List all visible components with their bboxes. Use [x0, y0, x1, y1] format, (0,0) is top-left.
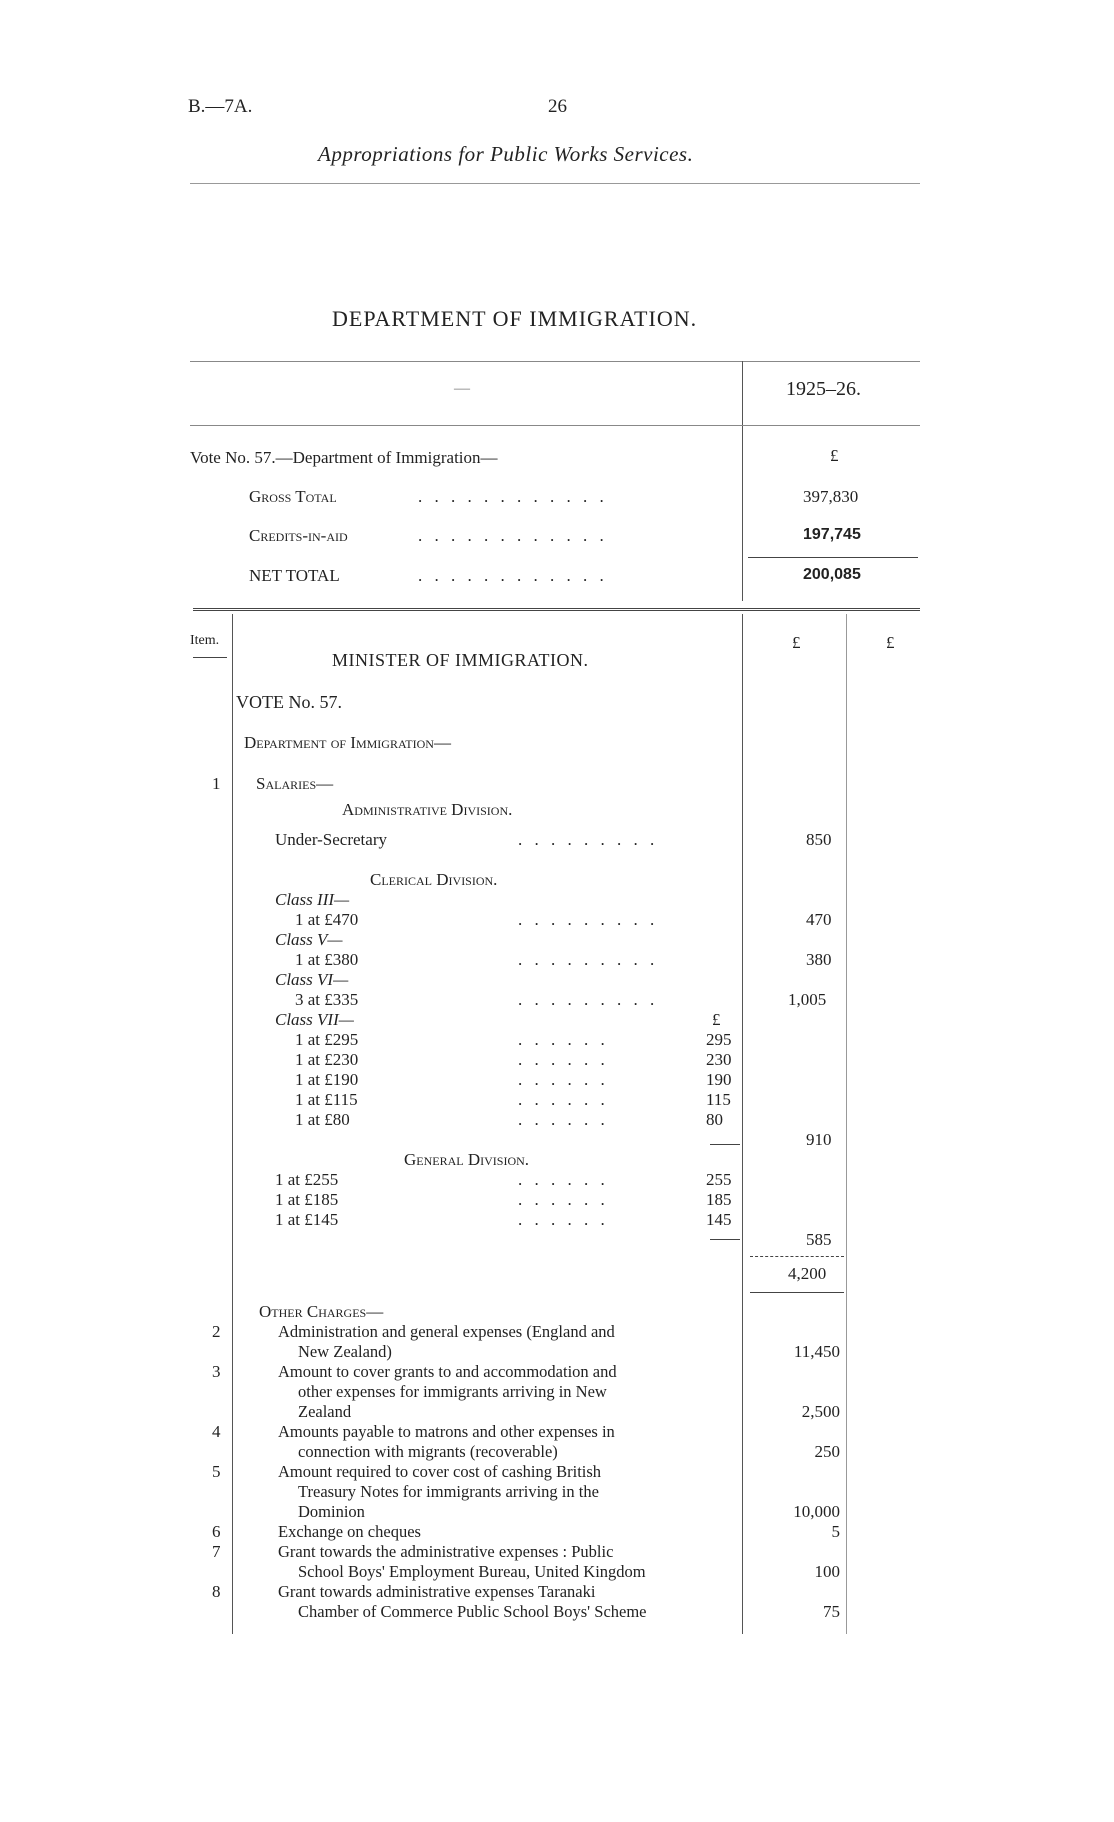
- item-header: Item.: [190, 633, 220, 648]
- class-v-label: Class V—: [275, 930, 343, 949]
- under-secretary-label: Under-Secretary: [275, 830, 387, 849]
- other-charge-text: Zealand: [298, 1402, 352, 1421]
- class-vii-total: 910: [806, 1130, 832, 1149]
- item-header-rule: [193, 657, 227, 658]
- salaries-total-rule: [750, 1256, 844, 1257]
- other-charge-text: Amount required to cover cost of cashing British: [278, 1462, 602, 1481]
- leader-dots: . . . . . .: [518, 1090, 609, 1109]
- summary-credits-dots: . . . . . . . . . . . .: [418, 526, 608, 545]
- class-vii-line: 1 at £230: [295, 1050, 359, 1069]
- other-charge-value: 100: [814, 1562, 840, 1581]
- class-iii-value: 470: [806, 910, 832, 929]
- general-division-heading: General Division.: [404, 1150, 530, 1169]
- class-v-value: 380: [806, 950, 832, 969]
- total-col-currency: £: [886, 633, 895, 652]
- general-division-amount: 255: [706, 1170, 732, 1189]
- salaries-heading: Salaries—: [256, 774, 334, 793]
- general-division-amount: 185: [706, 1190, 732, 1209]
- vote-heading: VOTE No. 57.: [236, 692, 342, 712]
- item-number: 6: [212, 1522, 221, 1541]
- leader-dots: . . . . . .: [518, 1030, 609, 1049]
- other-charge-text: Exchange on cheques: [278, 1522, 421, 1541]
- class-vii-amount: 190: [706, 1070, 732, 1089]
- department-heading: Department of Immigration—: [244, 733, 451, 752]
- other-charge-text: New Zealand): [298, 1342, 392, 1361]
- leader-dots: . . . . . .: [518, 1050, 609, 1069]
- class-vii-line: 1 at £115: [295, 1090, 358, 1109]
- class-vii-label: Class VII—: [275, 1010, 354, 1029]
- other-charge-text: Grant towards the administrative expenses : Public: [278, 1542, 614, 1561]
- item-number: 3: [212, 1362, 221, 1381]
- class-vii-amount: 115: [706, 1090, 731, 1109]
- under-secretary-value: 850: [806, 830, 832, 849]
- class-v-line: 1 at £380: [295, 950, 359, 969]
- summary-top-rule: [190, 361, 920, 362]
- other-charge-value: 250: [814, 1442, 840, 1461]
- other-charge-text: Grant towards administrative expenses Taranaki: [278, 1582, 596, 1601]
- item-number: 8: [212, 1582, 221, 1601]
- general-division-line: 1 at £145: [275, 1210, 339, 1229]
- class-vii-amount: 230: [706, 1050, 732, 1069]
- summary-gross-value: 397,830: [803, 487, 859, 506]
- subtitle-rule: [190, 183, 920, 184]
- other-charge-value: 10,000: [793, 1502, 840, 1521]
- leader-dots: . . . . . .: [518, 1210, 609, 1229]
- department-title: DEPARTMENT OF IMMIGRATION.: [332, 306, 698, 331]
- other-charge-text: other expenses for immigrants arriving in New: [298, 1382, 607, 1401]
- general-subtotal-rule: [710, 1239, 740, 1240]
- other-charges-heading: Other Charges—: [259, 1302, 384, 1321]
- leader-dots: . . . . . .: [518, 1110, 609, 1129]
- item-number: 2: [212, 1322, 221, 1341]
- other-charge-value: 11,450: [793, 1342, 840, 1361]
- class-vii-amount: 80: [706, 1110, 723, 1129]
- amount-col-currency: £: [792, 633, 801, 652]
- minister-heading: MINISTER OF IMMIGRATION.: [332, 650, 589, 670]
- document-reference: B.—7A.: [188, 96, 253, 117]
- class-iii-label: Class III—: [275, 890, 350, 909]
- leader-dots: . . . . . .: [518, 1190, 609, 1209]
- other-charge-value: 5: [831, 1522, 840, 1541]
- class-vii-line: 1 at £190: [295, 1070, 359, 1089]
- summary-subtotal-rule: [748, 557, 918, 558]
- item-col-divider: [232, 614, 233, 1634]
- class-vi-label: Class VI—: [275, 970, 349, 989]
- item-number: 7: [212, 1542, 221, 1561]
- class-vii-currency: £: [712, 1010, 721, 1029]
- class-vi-line: 3 at £335: [295, 990, 359, 1009]
- item-number: 4: [212, 1422, 221, 1441]
- summary-bottom-rule: [193, 608, 920, 611]
- class-vii-line: 1 at £80: [295, 1110, 350, 1129]
- class-vii-amount: 295: [706, 1030, 732, 1049]
- page-subtitle: Appropriations for Public Works Services.: [318, 142, 694, 166]
- other-charge-text: School Boys' Employment Bureau, United Kingdom: [298, 1562, 646, 1581]
- other-charge-text: Chamber of Commerce Public School Boys' Scheme: [298, 1602, 647, 1621]
- salaries-total: 4,200: [788, 1264, 827, 1283]
- summary-vote-label: Vote No. 57.—Department of Immigration—: [190, 448, 498, 467]
- leader-dots: . . . . . .: [518, 1070, 609, 1089]
- summary-currency: £: [830, 446, 839, 465]
- class-iii-line: 1 at £470: [295, 910, 359, 929]
- general-division-total: 585: [806, 1230, 832, 1249]
- item-number-1: 1: [212, 774, 221, 793]
- general-division-line: 1 at £185: [275, 1190, 339, 1209]
- amount-col-divider: [742, 614, 743, 1634]
- other-charge-value: 2,500: [801, 1402, 840, 1421]
- summary-header-rule: [190, 425, 920, 426]
- summary-credits-value: 197,745: [803, 526, 861, 543]
- salaries-total-bottom-rule: [750, 1292, 844, 1293]
- other-charge-text: Treasury Notes for immigrants arriving in the: [298, 1482, 599, 1501]
- total-col-divider: [846, 614, 847, 1634]
- page-number: 26: [548, 96, 567, 117]
- leader-dots: . . . . . .: [518, 1170, 609, 1189]
- summary-col-dash: —: [454, 380, 470, 397]
- summary-credits-label: Credits-in-aid: [249, 526, 348, 545]
- class-vii-subtotal-rule: [710, 1144, 740, 1145]
- summary-year-header: 1925–26.: [786, 378, 861, 400]
- other-charge-text: Amount to cover grants to and accommodation and: [278, 1362, 617, 1381]
- item-number: 5: [212, 1462, 221, 1481]
- summary-net-label: NET TOTAL: [249, 566, 340, 585]
- clerical-division-heading: Clerical Division.: [370, 870, 498, 889]
- general-division-amount: 145: [706, 1210, 732, 1229]
- class-vii-line: 1 at £295: [295, 1030, 359, 1049]
- other-charge-text: connection with migrants (recoverable): [298, 1442, 558, 1461]
- summary-gross-dots: . . . . . . . . . . . .: [418, 487, 608, 506]
- summary-net-value: 200,085: [803, 566, 861, 583]
- general-division-line: 1 at £255: [275, 1170, 339, 1189]
- administrative-division-heading: Administrative Division.: [342, 800, 513, 819]
- class-vi-value: 1,005: [788, 990, 827, 1009]
- other-charge-value: 75: [823, 1602, 840, 1621]
- other-charge-text: Administration and general expenses (England and: [278, 1322, 615, 1341]
- summary-net-dots: . . . . . . . . . . . .: [418, 566, 608, 585]
- other-charge-text: Amounts payable to matrons and other expenses in: [278, 1422, 615, 1441]
- other-charge-text: Dominion: [298, 1502, 365, 1521]
- summary-col-divider: [742, 361, 743, 601]
- summary-gross-label: Gross Total: [249, 487, 337, 506]
